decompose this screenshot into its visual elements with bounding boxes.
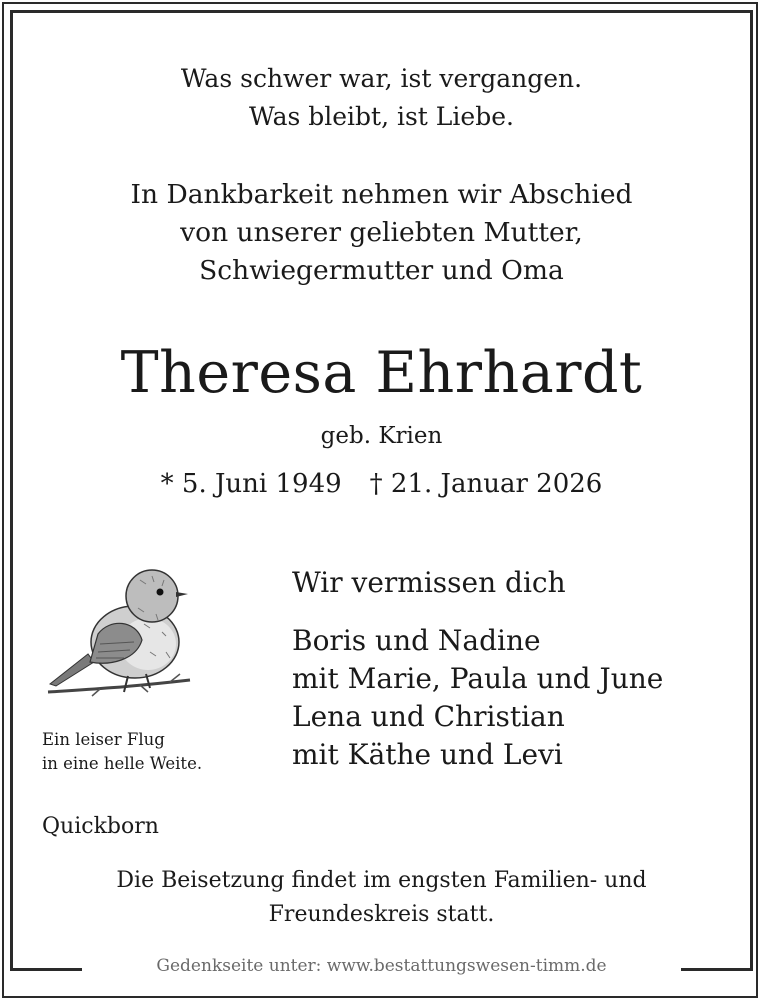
memorial-page-link[interactable]: Gedenkseite unter: www.bestattungswesen-timm.de (156, 956, 607, 976)
family-member-line: mit Marie, Paula und June (292, 662, 664, 695)
death-date: † 21. Januar 2026 (369, 469, 603, 499)
notice-line-2: Freundeskreis statt. (268, 902, 495, 927)
motto-line-1: Was schwer war, ist vergangen. (180, 64, 583, 93)
intro-line-2: von unserer geliebten Mutter, (180, 217, 583, 248)
motto-line-2: Was bleibt, ist Liebe. (249, 102, 514, 131)
notice-line-1: Die Beisetzung findet im engsten Familien- und (116, 868, 647, 893)
intro-line-3: Schwiegermutter und Oma (199, 255, 564, 286)
funeral-notice (0, 864, 763, 932)
inner-frame-top (10, 10, 753, 13)
family-list (292, 564, 663, 774)
city: Quickborn (42, 814, 159, 839)
family-heading: Wir vermissen dich (292, 566, 566, 599)
bird-caption-line-2: in eine helle Weite. (42, 754, 203, 773)
life-dates (0, 466, 763, 502)
family-member-line: Lena und Christian (292, 700, 565, 733)
farewell-intro (0, 176, 763, 290)
family-member-line: Boris und Nadine (292, 624, 541, 657)
family-member-line: mit Käthe und Levi (292, 738, 563, 771)
birth-date: * 5. Juni 1949 (160, 469, 342, 499)
deceased-name: Theresa Ehrhardt (120, 340, 643, 406)
motto (0, 60, 763, 136)
intro-line-1: In Dankbarkeit nehmen wir Abschied (130, 179, 633, 210)
bird-caption-line-1: Ein leiser Flug (42, 730, 165, 749)
maiden-name: geb. Krien (320, 423, 443, 449)
bird-caption (42, 728, 202, 776)
robin-bird-illustration-icon (40, 562, 200, 712)
